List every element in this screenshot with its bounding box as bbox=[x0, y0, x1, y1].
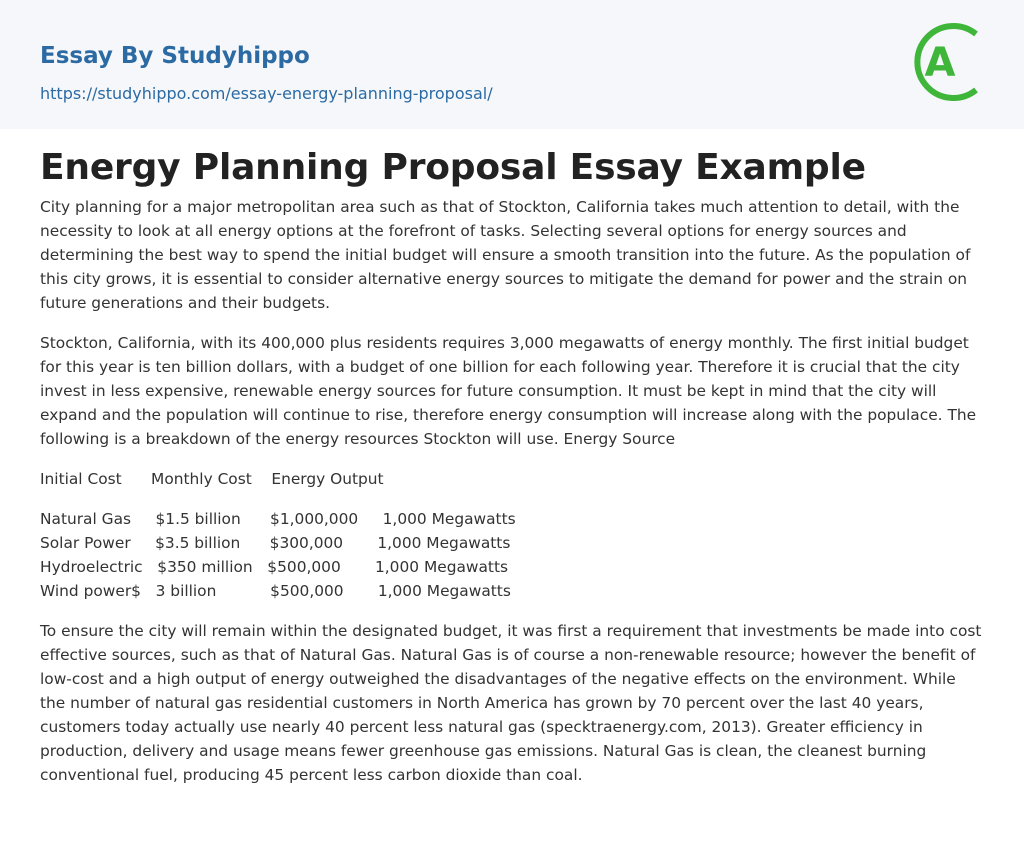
paragraph-intro: City planning for a major metropolitan area such as that of Stockton, California takes much attention to detail, with the necessity to look at all energy options at the forefront of tasks. Selecting several options for energy sources and determining the best way to spend the initial budget will ensure a smooth transition into the future. As the population of this city grows, it is essential to consider alternative energy sources to mitigate the demand for power and the strain on future generations and their budgets. bbox=[40, 198, 971, 312]
logo-letter: A bbox=[924, 40, 956, 86]
article bbox=[40, 145, 985, 787]
page-url-link[interactable]: https://studyhippo.com/essay-energy-planning-proposal/ bbox=[40, 84, 493, 103]
energy-table bbox=[40, 507, 985, 603]
energy-table-header: Initial Cost Monthly Cost Energy Output bbox=[40, 470, 384, 488]
studyhippo-logo-icon[interactable] bbox=[910, 18, 988, 106]
site-title[interactable]: Essay By Studyhippo bbox=[40, 43, 310, 69]
table-row-hydroelectric: Hydroelectric $350 million $500,000 1,000 Megawatts bbox=[40, 558, 509, 576]
paragraph-budget: Stockton, California, with its 400,000 plus residents requires 3,000 megawatts of energy monthly. The first initial budget for this year is ten billion dollars, with a budget of one billion for each following year. Therefore it is crucial that the city invest in less expensive, renewable energy sources for future consumption. It must be kept in mind that the city will expand and the population will continue to rise, therefore energy consumption will increase along with the populace. The following is a breakdown of the energy resources Stockton will use. Energy Source bbox=[40, 334, 977, 448]
table-row-wind-power: Wind power$ 3 billion $500,000 1,000 Megawatts bbox=[40, 582, 511, 600]
table-row-natural-gas: Natural Gas $1.5 billion $1,000,000 1,000 Megawatts bbox=[40, 510, 516, 528]
site-header bbox=[0, 0, 1024, 129]
paragraph-natural-gas: To ensure the city will remain within the designated budget, it was first a requirement that investments be made into cost effective sources, such as that of Natural Gas. Natural Gas is of course a non-renewable resource; however the benefit of low-cost and a high output of energy outweighed the disadvantages of the negative effects on the environment. While the number of natural gas residential customers in North America has grown by 70 percent over the last 40 years, customers today actually use nearly 40 percent less natural gas (specktraenergy.com, 2013). Greater efficiency in production, delivery and usage means fewer greenhouse gas emissions. Natural Gas is clean, the cleanest burning conventional fuel, producing 45 percent less carbon dioxide than coal. bbox=[40, 622, 982, 784]
table-row-solar-power: Solar Power $3.5 billion $300,000 1,000 Megawatts bbox=[40, 534, 511, 552]
page-title: Energy Planning Proposal Essay Example bbox=[40, 147, 866, 188]
